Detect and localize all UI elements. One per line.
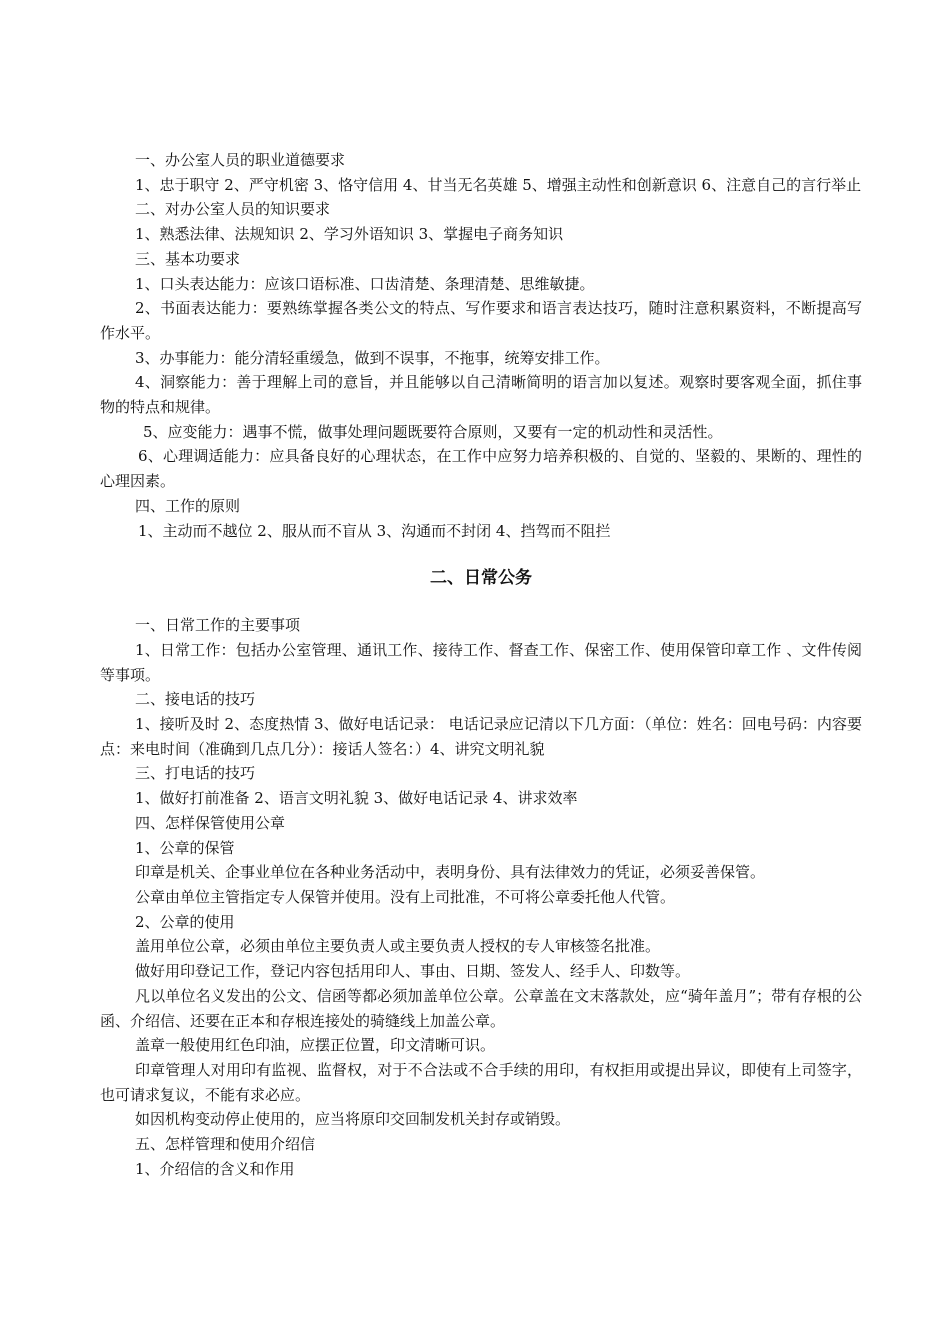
heading-make-call: 三、打电话的技巧 [135, 764, 256, 783]
paragraph: 1、主动而不越位 2、服从而不盲从 3、沟通而不封闭 4、挡驾而不阻拦 [138, 521, 611, 540]
paragraph: 4、洞察能力：善于理解上司的意旨，并且能够以自己清晰简明的语言加以复述。观察时要客观全面，抓住事物的特点和规律。 [100, 373, 862, 417]
paragraph: 盖章一般使用红色印油，应摆正位置，印文清晰可识。 [135, 1036, 496, 1055]
heading-ethics: 一、办公室人员的职业道德要求 [135, 151, 346, 169]
subheading: 1、公章的保管 [135, 838, 235, 857]
paragraph: 印章是机关、企事业单位在各种业务活动中，表明身份、具有法律效力的凭证，必须妥善保管。 [135, 863, 766, 882]
paragraph: 1、忠于职守 2、严守机密 3、恪守信用 4、甘当无名英雄 5、增强主动性和创新意识 6、注意自己的言行举止 [135, 175, 862, 194]
subheading: 1、介绍信的含义和作用 [135, 1159, 295, 1178]
subheading: 2、公章的使用 [135, 912, 235, 931]
paragraph: 1、做好打前准备 2、语言文明礼貌 3、做好电话记录 4、讲求效率 [135, 789, 578, 808]
heading-basic-skills: 三、基本功要求 [135, 249, 241, 268]
heading-daily-work: 一、日常工作的主要事项 [135, 616, 301, 635]
paragraph: 印章管理人对用印有监视、监督权，对于不合法或不合手续的用印，有权拒用或提出异议，即使有上司签字，也可请求复议，不能有求必应。 [100, 1060, 862, 1104]
paragraph: 做好用印登记工作，登记内容包括用印人、事由、日期、签发人、经手人、印数等。 [135, 962, 691, 981]
paragraph: 5、应变能力：遇事不慌，做事处理问题既要符合原则，又要有一定的机动性和灵活性。 [143, 422, 723, 441]
paragraph: 盖用单位公章，必须由单位主要负责人或主要负责人授权的专人审核签名批准。 [135, 937, 661, 956]
document-page [100, 148, 862, 1181]
paragraph: 1、接听及时 2、态度热情 3、做好电话记录： 电话记录应记清以下几方面：（单位：姓名：回电号码：内容要点：来电时间（准确到几点几分）：接话人签名：）4、讲究文明礼貌 [100, 715, 862, 758]
heading-knowledge: 二、对办公室人员的知识要求 [135, 200, 331, 219]
heading-answer-phone: 二、接电话的技巧 [135, 690, 256, 709]
paragraph: 1、日常工作：包括办公室管理、通讯工作、接待工作、督查工作、保密工作、使用保管印章工作 、文件传阅等事项。 [100, 640, 862, 684]
heading-principles: 四、工作的原则 [135, 496, 241, 515]
heading-introduction-letter: 五、怎样管理和使用介绍信 [135, 1135, 316, 1154]
paragraph: 如因机构变动停止使用的，应当将原印交回制发机关封存或销毁。 [135, 1110, 571, 1129]
paragraph: 3、办事能力：能分清轻重缓急，做到不误事，不拖事，统筹安排工作。 [135, 348, 610, 367]
paragraph: 6、心理调适能力：应具备良好的心理状态，在工作中应努力培养积极的、自觉的、坚毅的、果断的、理性的心理因素。 [100, 447, 862, 491]
heading-seal: 四、怎样保管使用公章 [135, 813, 286, 832]
paragraph: 2、书面表达能力：要熟练掌握各类公文的特点、写作要求和语言表达技巧，随时注意积累资料，不断提高写作水平。 [100, 299, 862, 342]
paragraph: 凡以单位名义发出的公文、信函等都必须加盖单位公章。公章盖在文末落款处，应“骑年盖月”；带有存根的公函、介绍信、还要在正本和存根连接处的骑缝线上加盖公章。 [100, 986, 862, 1030]
paragraph: 公章由单位主管指定专人保管并使用。没有上司批准，不可将公章委托他人代管。 [135, 887, 676, 906]
paragraph: 1、口头表达能力：应该口语标准、口齿清楚、条理清楚、思维敏捷。 [135, 274, 595, 293]
paragraph: 1、熟悉法律、法规知识 2、学习外语知识 3、掌握电子商务知识 [135, 225, 564, 244]
section-title: 二、日常公务 [430, 568, 532, 589]
